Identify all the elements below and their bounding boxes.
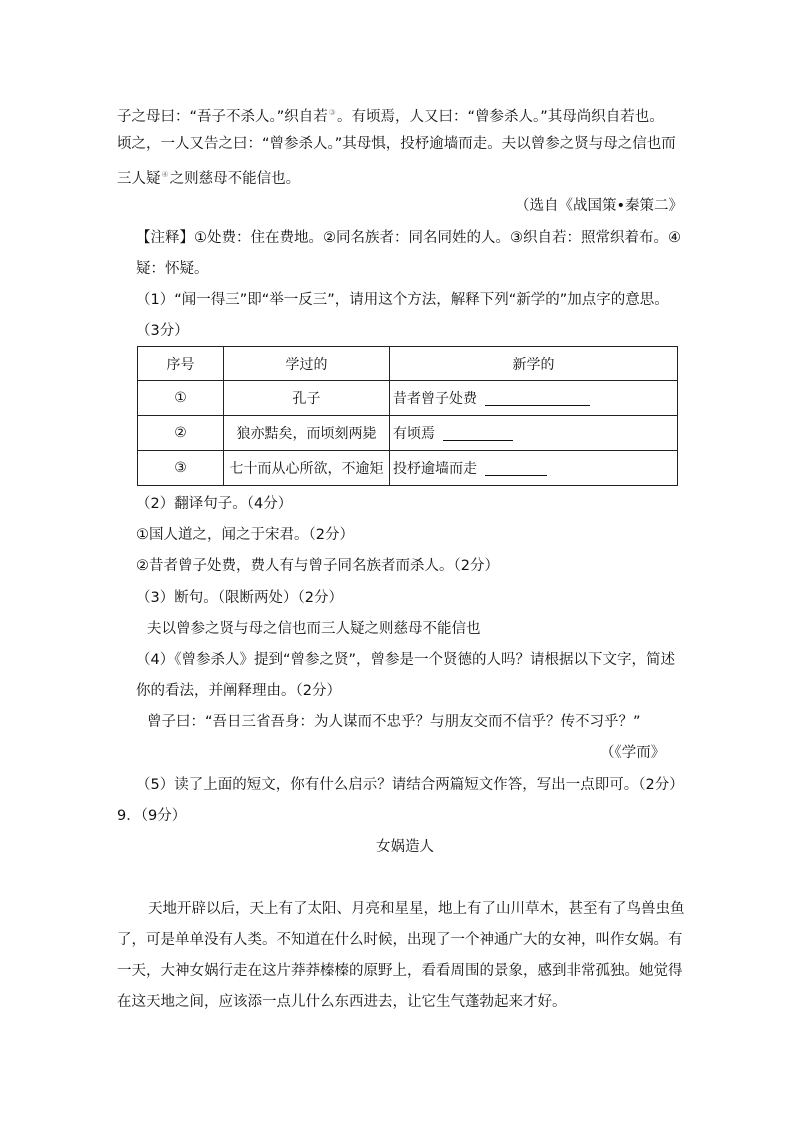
table-header-cell: 学过的 [224,347,390,381]
notes-line-1: 【注释】①处费：住在费地。②同名族者：同名同姓的人。③织自若：照常织着布。④ [136,230,681,246]
learned-cell: 狼亦黠矣，而顷刻两毙 [224,416,390,451]
table-header-cell: 序号 [138,347,224,381]
passage-line-3 [117,165,300,189]
footnote-marker: ③ [328,108,336,117]
passage-line-1 [117,103,664,127]
passage-line-2: 顷之，一人又告之曰：“曾参杀人。”其母惧，投杼逾墙而走。夫以曾参之贤与母之信也而 [117,136,676,152]
q9-paragraph-line: 在这天地之间，应该添一点儿什么东西进去，让它生气蓬勃起来才好。 [117,994,567,1010]
new-cell [390,381,678,416]
table-row [138,416,678,451]
table-row [138,451,678,486]
q5-prompt: （5）读了上面的短文，你有什么启示？请结合两篇短文作答，写出一点即可。（2分） [136,777,684,793]
q4-quote: 曾子曰：“吾日三省吾身：为人谋而不忠乎？与朋友交而不信乎？传不习乎？” [147,714,641,730]
row-number: ② [138,416,224,451]
new-phrase: 昔者曾子处费 [393,391,477,407]
new-cell [390,451,678,486]
answer-blank[interactable] [485,393,590,406]
row-number: ① [138,381,224,416]
q9-paragraph-line: 了，可是单单没有人类。不知道在什么时候，出现了一个神通广大的女神，叫作女娲。有 [117,932,683,948]
q9-title: 女娲造人 [376,839,434,855]
q1-prompt: （1）“闻一得三”即“举一反三”，请用这个方法，解释下列“新学的”加点字的意思。 [136,292,669,308]
q2-item-2: ②昔者曾子处费，费人有与曾子同名族者而杀人。（2分） [136,558,499,574]
passage-source: （选自《战国策•秦策二》 [515,198,684,214]
passage-text: 三人疑 [117,170,161,187]
q2-title: （2）翻译句子。（4分） [136,496,293,512]
answer-blank[interactable] [443,428,513,441]
notes-line-2: 疑：怀疑。 [136,261,209,277]
passage-text: 子之母曰：“吾子不杀人。”织自若 [117,108,328,125]
table-header-row [138,347,678,381]
new-cell [390,416,678,451]
learned-cell: 孔子 [224,381,390,416]
row-number: ③ [138,451,224,486]
passage-text: 之则慈母不能信也。 [169,170,301,187]
vocab-table [137,346,678,486]
q9-header: 9．（9分） [117,808,187,824]
q3-text: 夫以曾参之贤与母之信也而三人疑之则慈母不能信也 [147,621,481,637]
new-phrase: 有顷焉 [393,426,435,442]
passage-text: 。有顷焉，人又曰：“曾参杀人。”其母尚织自若也。 [336,108,664,125]
learned-cell: 七十而从心所欲，不逾矩 [224,451,390,486]
q3-title: （3）断句。（限断两处）（2分） [136,590,343,606]
answer-blank[interactable] [485,463,547,476]
q2-item-1: ①国人道之，闻之于宋君。（2分） [136,527,354,543]
q4-quote-source: （《学而》 [600,745,666,761]
table-header-cell: 新学的 [390,347,678,381]
q9-paragraph-line: 一天，大神女娲行走在这片莽莽榛榛的原野上，看看周围的景象，感到非常孤独。她觉得 [117,963,683,979]
table-row [138,381,678,416]
q1-score: （3分） [136,323,189,339]
q4-prompt: （4）《曾参杀人》提到“曾参之贤”，曾参是一个贤德的人吗？请根据以下文字，简述 [136,652,675,668]
q4-prompt-cont: 你的看法，并阐释理由。（2分） [136,683,341,699]
new-phrase: 投杼逾墙而走 [393,461,477,477]
footnote-marker: ④ [161,170,169,179]
q9-paragraph-line: 天地开辟以后，天上有了太阳、月亮和星星，地上有了山川草木，甚至有了鸟兽虫鱼 [148,901,685,917]
